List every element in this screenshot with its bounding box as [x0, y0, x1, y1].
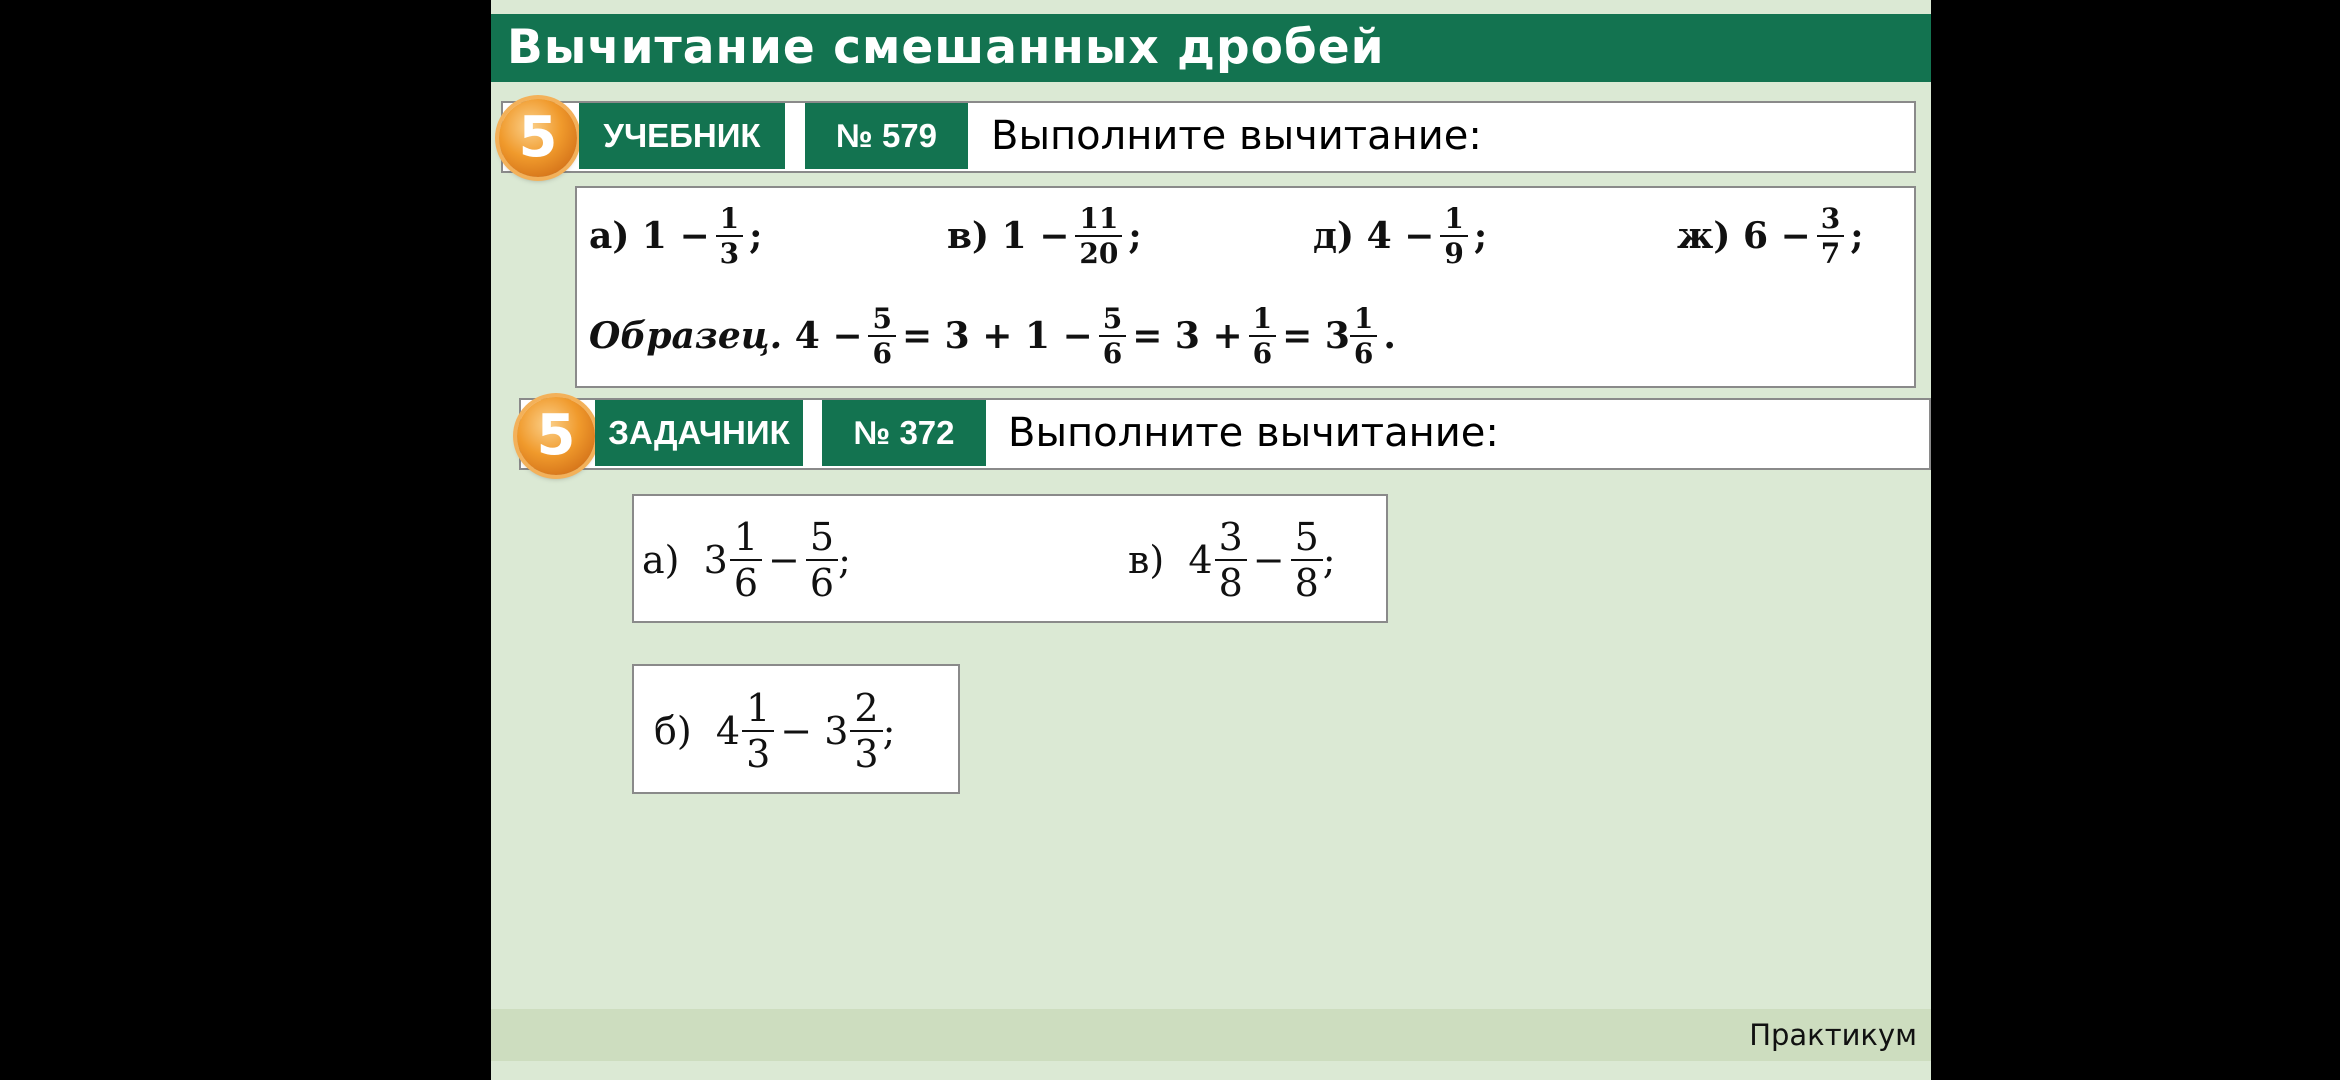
item-letter: ж): [1677, 215, 1731, 257]
fraction: $\frac{1}{6}$: [1249, 302, 1276, 370]
problem-book-exercise-b-box: [632, 664, 960, 794]
slide: [491, 0, 1931, 1080]
item-letter: а): [589, 215, 630, 257]
problem-book-label: ЗАДАЧНИК: [595, 400, 803, 466]
problem-item-a: а) 3 $\frac{1}{6}$ − $\frac{5}{6}$ ;: [642, 515, 851, 605]
item-whole: 6: [1742, 215, 1768, 257]
item-letter: в): [947, 215, 990, 257]
item-letter: б): [654, 709, 692, 753]
problem-book-number: № 372: [822, 400, 986, 466]
sample-label: Образец.: [589, 315, 783, 357]
fraction: $\frac{2}{3}$: [850, 686, 882, 776]
item-letter: д): [1313, 215, 1355, 257]
fraction: $\frac{3}{7}$: [1817, 202, 1844, 270]
fraction: $\frac{5}{8}$: [1291, 515, 1323, 605]
fraction: $\frac{1}{3}$: [742, 686, 774, 776]
item-whole: 1: [641, 215, 667, 257]
item-letter: в): [1128, 538, 1165, 582]
item-whole: 4: [1366, 215, 1392, 257]
problem-item-b: б) 4 $\frac{1}{3}$ − 3 $\frac{2}{3}$ ;: [654, 686, 896, 776]
item-letter: а): [642, 538, 680, 582]
footer-label: Практикум: [1749, 1018, 1917, 1052]
textbook-instruction: Выполните вычитание:: [991, 113, 1482, 159]
fraction: $\frac{3}{8}$: [1215, 515, 1247, 605]
item-whole: 1: [1001, 215, 1027, 257]
top-line: [491, 0, 1931, 9]
textbook-exercises-box: [575, 186, 1916, 388]
slide-title: Вычитание смешанных дробей: [491, 14, 1931, 82]
fraction: $\frac{1}{3}$: [716, 202, 743, 270]
fraction: $\frac{5}{6}$: [1099, 302, 1126, 370]
textbook-item-v: в) 1 − $\frac{11}{20}$ ;: [947, 202, 1142, 270]
textbook-number: № 579: [805, 103, 968, 169]
problem-book-exercises-box: [632, 494, 1388, 623]
fraction: $\frac{5}{6}$: [806, 515, 838, 605]
fraction: $\frac{1}{6}$: [730, 515, 762, 605]
fraction: $\frac{1}{9}$: [1440, 202, 1467, 270]
fraction: $\frac{5}{6}$: [868, 302, 895, 370]
textbook-item-a: а) 1 − $\frac{1}{3}$ ;: [589, 202, 763, 270]
problem-book-instruction: Выполните вычитание:: [1008, 410, 1499, 456]
textbook-badge: 5: [499, 99, 577, 177]
fraction: $\frac{1}{6}$: [1350, 302, 1377, 370]
sample-solution: Образец. 4 − $\frac{5}{6}$ = 3 + 1 − $\frac{5}{6}$ = 3 + $\frac{1}{6}$ = 3 $\frac{1}{6}$ .: [589, 302, 1396, 370]
textbook-item-d: д) 4 − $\frac{1}{9}$ ;: [1313, 202, 1488, 270]
footer-bar: [491, 1009, 1931, 1061]
textbook-item-zh: ж) 6 − $\frac{3}{7}$ ;: [1677, 202, 1864, 270]
problem-item-v: в) 4 $\frac{3}{8}$ − $\frac{5}{8}$ ;: [1128, 515, 1336, 605]
problem-book-badge: 5: [517, 397, 595, 475]
textbook-label: УЧЕБНИК: [579, 103, 785, 169]
fraction: $\frac{11}{20}$: [1075, 202, 1122, 270]
